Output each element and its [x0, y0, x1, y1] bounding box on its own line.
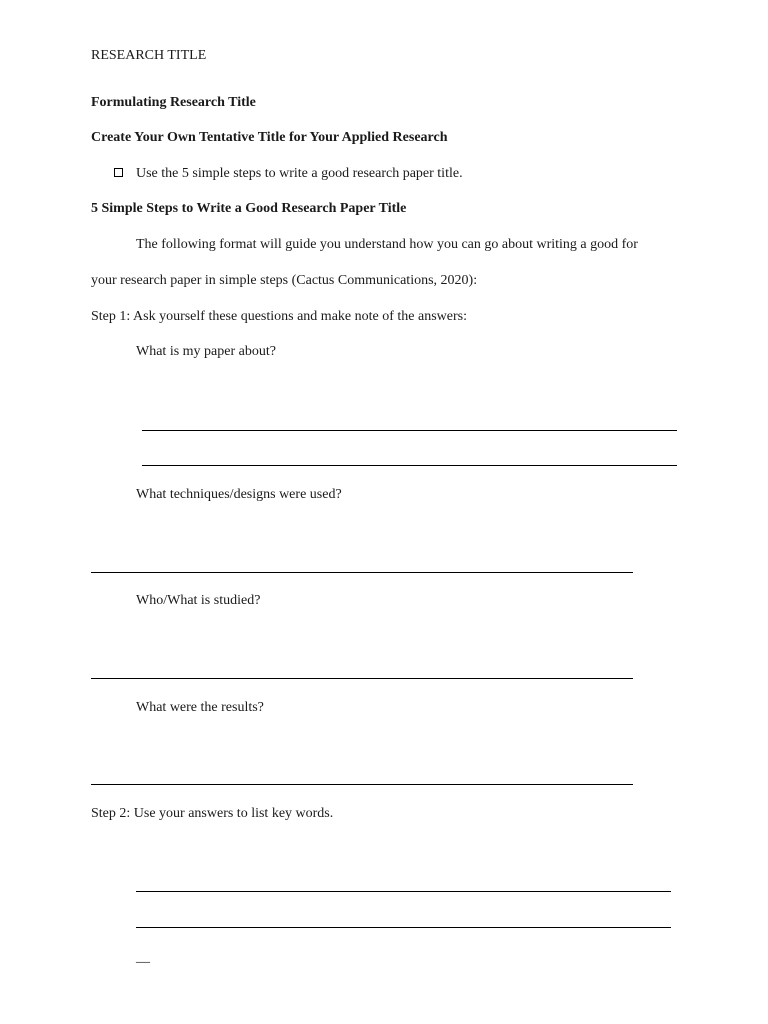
checklist-item: Use the 5 simple steps to write a good research paper title.: [136, 166, 463, 181]
document-header-title: RESEARCH TITLE: [91, 48, 207, 63]
task-heading: Create Your Own Tentative Title for Your Applied Research: [91, 130, 448, 145]
answer-line: [142, 465, 677, 466]
answer-line: [91, 678, 633, 679]
trailing-underscore: __: [136, 950, 150, 965]
intro-paragraph-line-2: your research paper in simple steps (Cactus Communications, 2020):: [91, 273, 478, 288]
steps-heading: 5 Simple Steps to Write a Good Research Paper Title: [91, 201, 407, 216]
section-heading: Formulating Research Title: [91, 95, 256, 110]
intro-paragraph-line-1: The following format will guide you understand how you can go about writing a good for: [136, 237, 638, 252]
question-3: Who/What is studied?: [136, 593, 261, 608]
answer-line: [91, 572, 633, 573]
answer-line: [136, 891, 671, 892]
step-1-text: Step 1: Ask yourself these questions and make note of the answers:: [91, 309, 467, 324]
question-2: What techniques/designs were used?: [136, 487, 342, 502]
question-4: What were the results?: [136, 700, 264, 715]
answer-line: [91, 784, 633, 785]
checkbox-icon: [114, 168, 123, 177]
step-2-text: Step 2: Use your answers to list key words.: [91, 806, 334, 821]
answer-line: [142, 430, 677, 431]
answer-line: [136, 927, 671, 928]
question-1: What is my paper about?: [136, 344, 276, 359]
